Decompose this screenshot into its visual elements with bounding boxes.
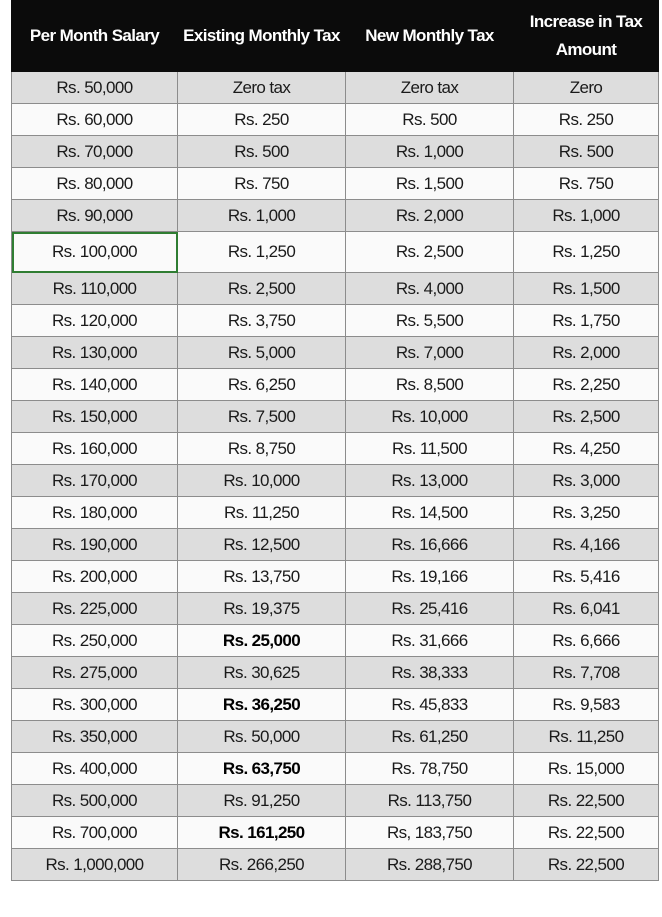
existing-tax-cell[interactable]: Rs. 91,250 <box>178 785 346 817</box>
table-row <box>12 168 659 200</box>
new-tax-cell[interactable]: Rs. 8,500 <box>346 369 514 401</box>
table-row <box>12 785 659 817</box>
table-row <box>12 273 659 305</box>
column-header-existing-tax: Existing Monthly Tax <box>178 1 346 72</box>
tax-increase-cell[interactable]: Rs. 22,500 <box>514 785 659 817</box>
salary-cell[interactable]: Rs. 700,000 <box>12 817 178 849</box>
existing-tax-cell[interactable]: Zero tax <box>178 72 346 104</box>
salary-cell[interactable]: Rs. 150,000 <box>12 401 178 433</box>
salary-cell[interactable]: Rs. 160,000 <box>12 433 178 465</box>
tax-comparison-table <box>11 0 659 881</box>
new-tax-cell[interactable]: Rs. 10,000 <box>346 401 514 433</box>
existing-tax-cell[interactable]: Rs. 2,500 <box>178 273 346 305</box>
new-tax-cell[interactable]: Rs. 25,416 <box>346 593 514 625</box>
tax-increase-cell[interactable]: Rs. 7,708 <box>514 657 659 689</box>
tax-increase-cell[interactable]: Rs. 1,500 <box>514 273 659 305</box>
tax-increase-cell[interactable]: Rs. 2,500 <box>514 401 659 433</box>
new-tax-cell[interactable]: Rs. 7,000 <box>346 337 514 369</box>
existing-tax-cell[interactable]: Rs. 7,500 <box>178 401 346 433</box>
existing-tax-cell[interactable]: Rs. 12,500 <box>178 529 346 561</box>
existing-tax-cell[interactable]: Rs. 8,750 <box>178 433 346 465</box>
existing-tax-cell[interactable]: Rs. 1,250 <box>178 232 346 273</box>
table-row <box>12 849 659 881</box>
table-row <box>12 433 659 465</box>
existing-tax-cell[interactable]: Rs. 50,000 <box>178 721 346 753</box>
tax-increase-cell[interactable]: Rs. 2,000 <box>514 337 659 369</box>
table-row <box>12 305 659 337</box>
tax-increase-cell[interactable]: Rs. 22,500 <box>514 817 659 849</box>
salary-cell[interactable]: Rs. 90,000 <box>12 200 178 232</box>
salary-cell[interactable]: Rs. 275,000 <box>12 657 178 689</box>
table-row <box>12 401 659 433</box>
salary-cell[interactable]: Rs. 80,000 <box>12 168 178 200</box>
tax-increase-cell[interactable]: Rs. 3,000 <box>514 465 659 497</box>
table-row <box>12 561 659 593</box>
existing-tax-cell[interactable]: Rs. 1,000 <box>178 200 346 232</box>
table-row <box>12 689 659 721</box>
column-header-salary: Per Month Salary <box>12 1 178 72</box>
new-tax-cell[interactable]: Rs. 11,500 <box>346 433 514 465</box>
salary-cell[interactable]: Rs. 200,000 <box>12 561 178 593</box>
new-tax-cell[interactable]: Rs. 19,166 <box>346 561 514 593</box>
existing-tax-cell[interactable]: Rs. 10,000 <box>178 465 346 497</box>
existing-tax-cell[interactable]: Rs. 25,000 <box>178 625 346 657</box>
table-row <box>12 753 659 785</box>
table-row <box>12 72 659 104</box>
tax-increase-cell[interactable]: Rs. 3,250 <box>514 497 659 529</box>
table-row <box>12 465 659 497</box>
tax-increase-cell[interactable]: Rs. 1,750 <box>514 305 659 337</box>
new-tax-cell[interactable]: Rs. 1,500 <box>346 168 514 200</box>
table-row <box>12 232 659 273</box>
tax-increase-cell[interactable]: Rs. 5,416 <box>514 561 659 593</box>
salary-cell[interactable]: Rs. 500,000 <box>12 785 178 817</box>
new-tax-cell[interactable]: Rs. 78,750 <box>346 753 514 785</box>
tax-increase-cell[interactable]: Rs. 250 <box>514 104 659 136</box>
table-row <box>12 104 659 136</box>
existing-tax-cell[interactable]: Rs. 63,750 <box>178 753 346 785</box>
table-row <box>12 497 659 529</box>
selected-salary-cell[interactable]: Rs. 100,000 <box>12 232 178 273</box>
tax-increase-cell[interactable]: Rs. 15,000 <box>514 753 659 785</box>
new-tax-cell[interactable]: Rs. 16,666 <box>346 529 514 561</box>
salary-cell[interactable]: Rs. 1,000,000 <box>12 849 178 881</box>
salary-cell[interactable]: Rs. 170,000 <box>12 465 178 497</box>
existing-tax-cell[interactable]: Rs. 30,625 <box>178 657 346 689</box>
new-tax-cell[interactable]: Rs. 5,500 <box>346 305 514 337</box>
column-header-tax-increase: Increase in Tax Amount <box>514 1 659 72</box>
tax-increase-cell[interactable]: Rs. 750 <box>514 168 659 200</box>
existing-tax-cell[interactable]: Rs. 266,250 <box>178 849 346 881</box>
new-tax-cell[interactable]: Rs. 45,833 <box>346 689 514 721</box>
table-row <box>12 200 659 232</box>
salary-cell[interactable]: Rs. 300,000 <box>12 689 178 721</box>
new-tax-cell[interactable]: Rs. 31,666 <box>346 625 514 657</box>
existing-tax-cell[interactable]: Rs. 5,000 <box>178 337 346 369</box>
salary-cell[interactable]: Rs. 190,000 <box>12 529 178 561</box>
salary-cell[interactable]: Rs. 140,000 <box>12 369 178 401</box>
new-tax-cell[interactable]: Rs, 183,750 <box>346 817 514 849</box>
new-tax-cell[interactable]: Rs. 2,500 <box>346 232 514 273</box>
salary-cell[interactable]: Rs. 110,000 <box>12 273 178 305</box>
header-row <box>12 1 659 72</box>
salary-cell[interactable]: Rs. 180,000 <box>12 497 178 529</box>
new-tax-cell[interactable]: Rs. 61,250 <box>346 721 514 753</box>
existing-tax-cell[interactable]: Rs. 500 <box>178 136 346 168</box>
table-row <box>12 593 659 625</box>
new-tax-cell[interactable]: Zero tax <box>346 72 514 104</box>
tax-increase-cell[interactable]: Rs. 9,583 <box>514 689 659 721</box>
tax-increase-cell[interactable]: Rs. 4,250 <box>514 433 659 465</box>
table-row <box>12 721 659 753</box>
existing-tax-cell[interactable]: Rs. 36,250 <box>178 689 346 721</box>
tax-increase-cell[interactable]: Rs. 1,000 <box>514 200 659 232</box>
new-tax-cell[interactable]: Rs. 288,750 <box>346 849 514 881</box>
existing-tax-cell[interactable]: Rs. 6,250 <box>178 369 346 401</box>
salary-cell[interactable]: Rs. 250,000 <box>12 625 178 657</box>
tax-increase-cell[interactable]: Rs. 1,250 <box>514 232 659 273</box>
table-row <box>12 369 659 401</box>
new-tax-cell[interactable]: Rs. 14,500 <box>346 497 514 529</box>
tax-increase-cell[interactable]: Rs. 4,166 <box>514 529 659 561</box>
new-tax-cell[interactable]: Rs. 2,000 <box>346 200 514 232</box>
tax-increase-cell[interactable]: Rs. 11,250 <box>514 721 659 753</box>
new-tax-cell[interactable]: Rs. 1,000 <box>346 136 514 168</box>
existing-tax-cell[interactable]: Rs. 11,250 <box>178 497 346 529</box>
new-tax-cell[interactable]: Rs. 13,000 <box>346 465 514 497</box>
new-tax-cell[interactable]: Rs. 38,333 <box>346 657 514 689</box>
new-tax-cell[interactable]: Rs. 113,750 <box>346 785 514 817</box>
existing-tax-cell[interactable]: Rs. 750 <box>178 168 346 200</box>
table-row <box>12 657 659 689</box>
new-tax-cell[interactable]: Rs. 500 <box>346 104 514 136</box>
salary-cell[interactable]: Rs. 130,000 <box>12 337 178 369</box>
existing-tax-cell[interactable]: Rs. 3,750 <box>178 305 346 337</box>
existing-tax-cell[interactable]: Rs. 19,375 <box>178 593 346 625</box>
table-row <box>12 625 659 657</box>
existing-tax-cell[interactable]: Rs. 250 <box>178 104 346 136</box>
salary-cell[interactable]: Rs. 70,000 <box>12 136 178 168</box>
table-row <box>12 337 659 369</box>
table-row <box>12 136 659 168</box>
tax-increase-cell[interactable]: Rs. 6,666 <box>514 625 659 657</box>
salary-cell[interactable]: Rs. 350,000 <box>12 721 178 753</box>
new-tax-cell[interactable]: Rs. 4,000 <box>346 273 514 305</box>
tax-increase-cell[interactable]: Rs. 6,041 <box>514 593 659 625</box>
existing-tax-cell[interactable]: Rs. 13,750 <box>178 561 346 593</box>
table-row <box>12 817 659 849</box>
salary-cell[interactable]: Rs. 120,000 <box>12 305 178 337</box>
tax-increase-cell[interactable]: Zero <box>514 72 659 104</box>
table-row <box>12 529 659 561</box>
tax-increase-cell[interactable]: Rs. 500 <box>514 136 659 168</box>
column-header-new-tax: New Monthly Tax <box>346 1 514 72</box>
salary-cell[interactable]: Rs. 50,000 <box>12 72 178 104</box>
existing-tax-cell[interactable]: Rs. 161,250 <box>178 817 346 849</box>
tax-increase-cell[interactable]: Rs. 22,500 <box>514 849 659 881</box>
salary-cell[interactable]: Rs. 60,000 <box>12 104 178 136</box>
tax-increase-cell[interactable]: Rs. 2,250 <box>514 369 659 401</box>
salary-cell[interactable]: Rs. 400,000 <box>12 753 178 785</box>
salary-cell[interactable]: Rs. 225,000 <box>12 593 178 625</box>
